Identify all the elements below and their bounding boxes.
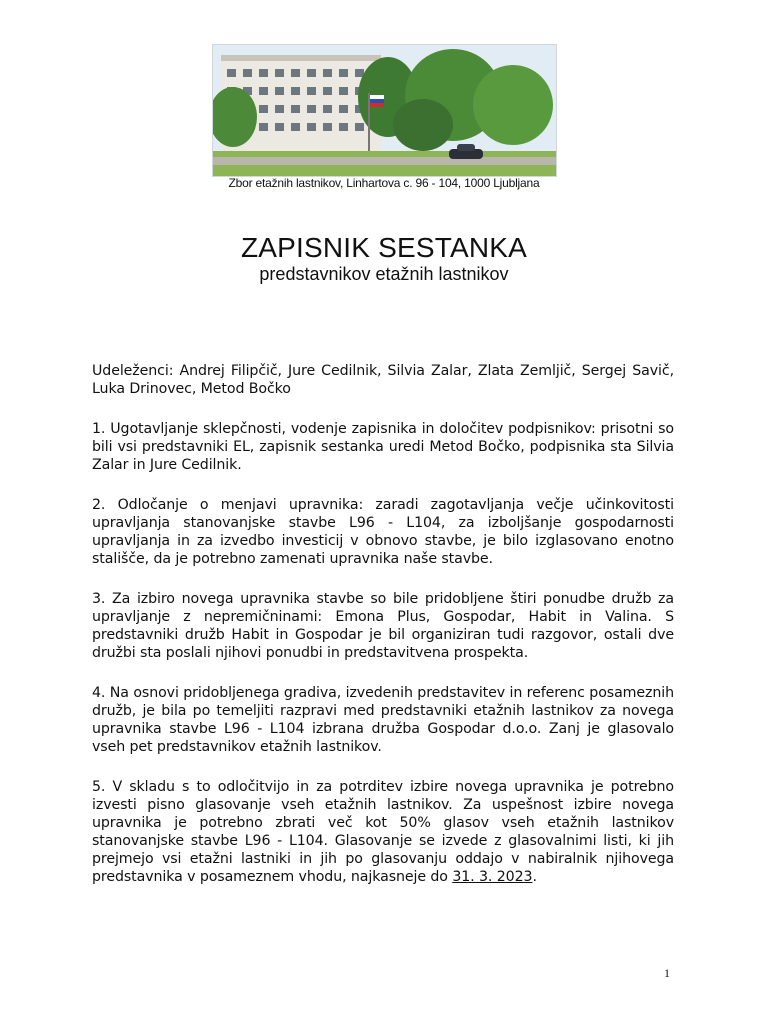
building-illustration	[213, 45, 556, 176]
item-2-paragraph: 2. Odločanje o menjavi upravnika: zaradi zagotavljanja večje učinkovitosti upravljanja stanovanjske stavbe L96 - L104, za izboljšanje gospodarnosti upravljanja in za izvedbo investicij v obnovo stavbe, je bilo izglasovano enotno stališče, da je potrebno zamenati upravnika naše stavbe.	[92, 497, 674, 567]
item-5-end: .	[532, 869, 537, 885]
item-5-paragraph	[92, 778, 674, 886]
item-5-text: 5. V skladu s to odločitvijo in za potrditev izbire novega upravnika je potrebno izvesti pisno glasovanje vseh etažnih lastnikov. Za uspešnost izbire novega upravnika je potrebno zbrati več kot 50% glasov vseh etažnih lastnikov stanovanjske stavbe L96 - L104. Glasovanje se izvede z glasovalnimi listi, ki jih prejmejo vsi etažni lastniki in jih po glasovanju oddajo v nabiralnik njihovega predstavnika v posameznem vhodu, najkasneje do	[92, 779, 674, 885]
voting-deadline: 31. 3. 2023	[452, 869, 533, 885]
photo-caption: Zbor etažnih lastnikov, Linhartova c. 96 - 104, 1000 Ljubljana	[228, 176, 540, 190]
item-3-paragraph: 3. Za izbiro novega upravnika stavbe so bile pridobljene štiri ponudbe družb za upravljanje z nepremičninami: Emona Plus, Gospodar, Habit in Valina. S predstavniki družb Habit in Gospodar je bil organiziran tudi razgovor, ostali dve družbi sta poslali njihovi ponudbi in predstavitvena prospekta.	[92, 591, 674, 661]
document-body	[92, 362, 674, 908]
item-1-paragraph: 1. Ugotavljanje sklepčnosti, vodenje zapisnika in določitev podpisnikov: prisotni so bili vsi predstavniki EL, zapisnik sestanka uredi Metod Bočko, podpisnika sta Silvia Zalar in Jure Cedilnik.	[92, 421, 674, 473]
building-photo	[212, 44, 557, 177]
attendees-paragraph: Udeleženci: Andrej Filipčič, Jure Cedilnik, Silvia Zalar, Zlata Zemljič, Sergej Savič, Luka Drinovec, Metod Bočko	[92, 363, 674, 397]
page-number: 1	[664, 966, 670, 980]
document-subtitle: predstavnikov etažnih lastnikov	[259, 264, 509, 284]
item-4-paragraph: 4. Na osnovi pridobljenega gradiva, izvedenih predstavitev in referenc posameznih družb, je bila po temeljiti razpravi med predstavniki etažnih lastnikov za novega upravnika stavbe L96 - L104 izbrana družba Gospodar d.o.o. Zanj je glasovalo vseh pet predstavnikov etažnih lastnikov.	[92, 685, 674, 755]
document-title: ZAPISNIK SESTANKA	[240, 232, 528, 263]
